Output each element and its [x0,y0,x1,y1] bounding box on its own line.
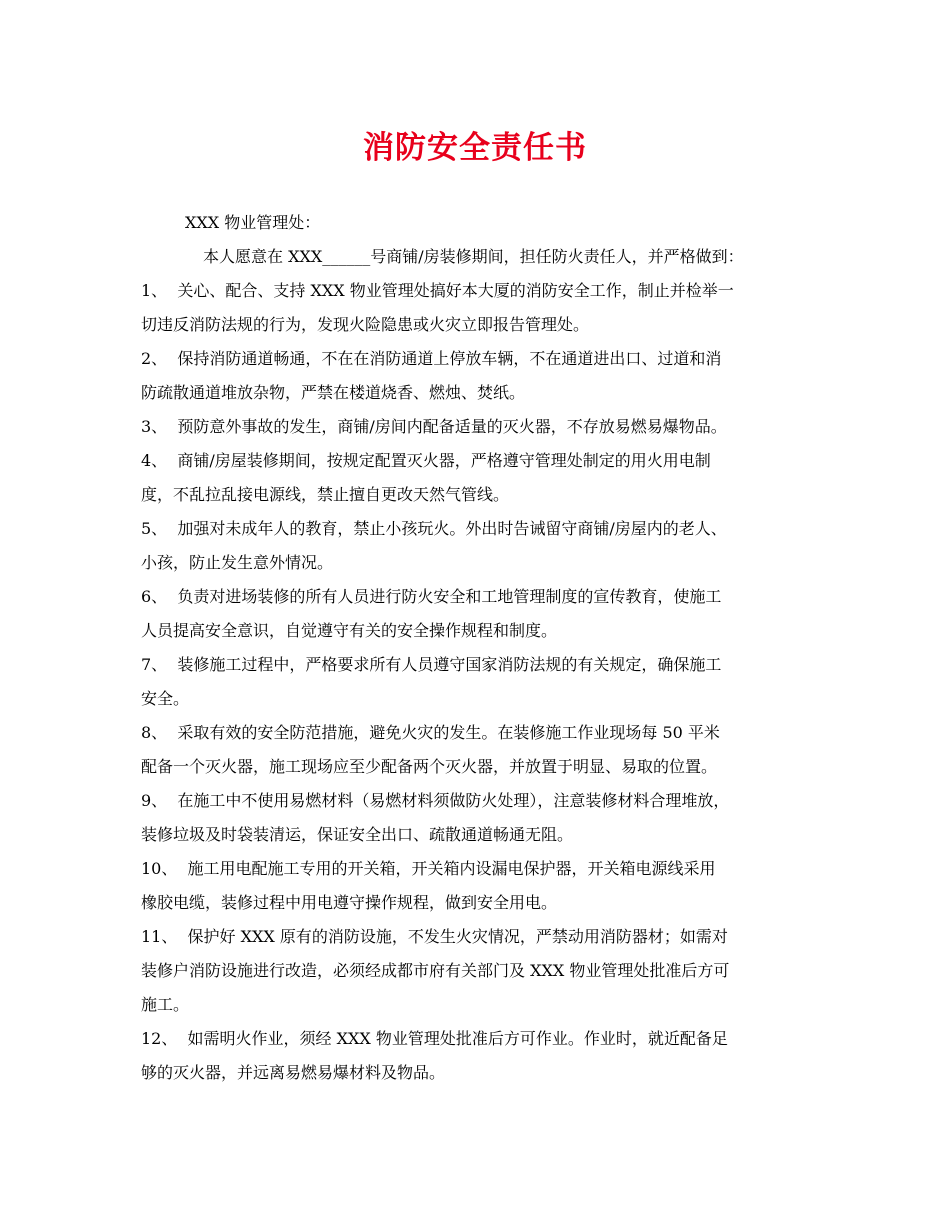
item-line: 2、 保持消防通道畅通，不在在消防通道上停放车辆，不在通道进出口、过道和消 [141,349,722,368]
item-4 [141,444,831,512]
document-title: 消防安全责任书 [363,130,587,166]
item-line: 橡胶电缆，装修过程中用电遵守操作规程，做到安全用电。 [141,893,558,912]
item-line: 施工。 [141,995,190,1014]
item-11 [141,920,831,1022]
item-line: 3、 预防意外事故的发生，商铺/房间内配备适量的灭火器，不存放易燃易爆物品。 [141,417,727,436]
item-line: 小孩，防止发生意外情况。 [141,553,334,572]
item-2 [141,342,831,410]
item-line: 5、 加强对未成年人的教育，禁止小孩玩火。外出时告诫留守商铺/房屋内的老人、 [141,519,727,538]
item-9 [141,784,831,852]
item-line: 装修户消防设施进行改造，必须经成都市府有关部门及 XXX 物业管理处批准后方可 [141,961,730,980]
item-6 [141,580,831,648]
item-line: 装修垃圾及时袋装清运，保证安全出口、疏散通道畅通无阻。 [141,825,574,844]
item-8 [141,716,831,784]
item-7 [141,648,831,716]
item-line: 12、 如需明火作业，须经 XXX 物业管理处批准后方可作业。作业时，就近配备足 [141,1029,728,1048]
item-line: 配备一个灭火器，施工现场应至少配备两个灭火器，并放置于明显、易取的位置。 [141,757,718,776]
item-line: 切违反消防法规的行为，发现火险隐患或火灾立即报告管理处。 [141,315,590,334]
item-line: 6、 负责对进场装修的所有人员进行防火安全和工地管理制度的宣传教育，使施工 [141,587,722,606]
item-line: 够的灭火器，并远离易燃易爆材料及物品。 [141,1063,446,1082]
item-line: 10、 施工用电配施工专用的开关箱，开关箱内设漏电保护器，开关箱电源线采用 [141,859,716,878]
item-12 [141,1022,831,1090]
salutation: XXX 物业管理处： [185,213,321,232]
item-line: 防疏散通道堆放杂物，严禁在楼道烧香、燃烛、焚纸。 [141,383,526,402]
item-line: 度，不乱拉乱接电源线，禁止擅自更改天然气管线。 [141,485,510,504]
item-line: 人员提高安全意识，自觉遵守有关的安全操作规程和制度。 [141,621,558,640]
item-line: 4、 商铺/房屋装修期间，按规定配置灭火器，严格遵守管理处制定的用火用电制 [141,451,711,470]
item-line: 11、 保护好 XXX 原有的消防设施，不发生火灾情况，严禁动用消防器材；如需对 [141,927,728,946]
item-3 [141,410,831,444]
item-5 [141,512,831,580]
item-line: 8、 采取有效的安全防范措施，避免火灾的发生。在装修施工作业现场每 50 平米 [141,723,720,742]
item-10 [141,852,831,920]
intro-paragraph: 本人愿意在 XXX______号商铺/房装修期间，担任防火责任人，并严格做到： [203,247,744,266]
item-line: 安全。 [141,689,190,708]
document-body [141,206,831,1090]
item-line: 7、 装修施工过程中，严格要求所有人员遵守国家消防法规的有关规定，确保施工 [141,655,722,674]
item-line: 1、 关心、配合、支持 XXX 物业管理处搞好本大厦的消防安全工作，制止并检举一 [141,281,734,300]
item-1 [141,274,831,342]
item-line: 9、 在施工中不使用易燃材料（易燃材料须做防火处理），注意装修材料合理堆放， [141,791,730,810]
